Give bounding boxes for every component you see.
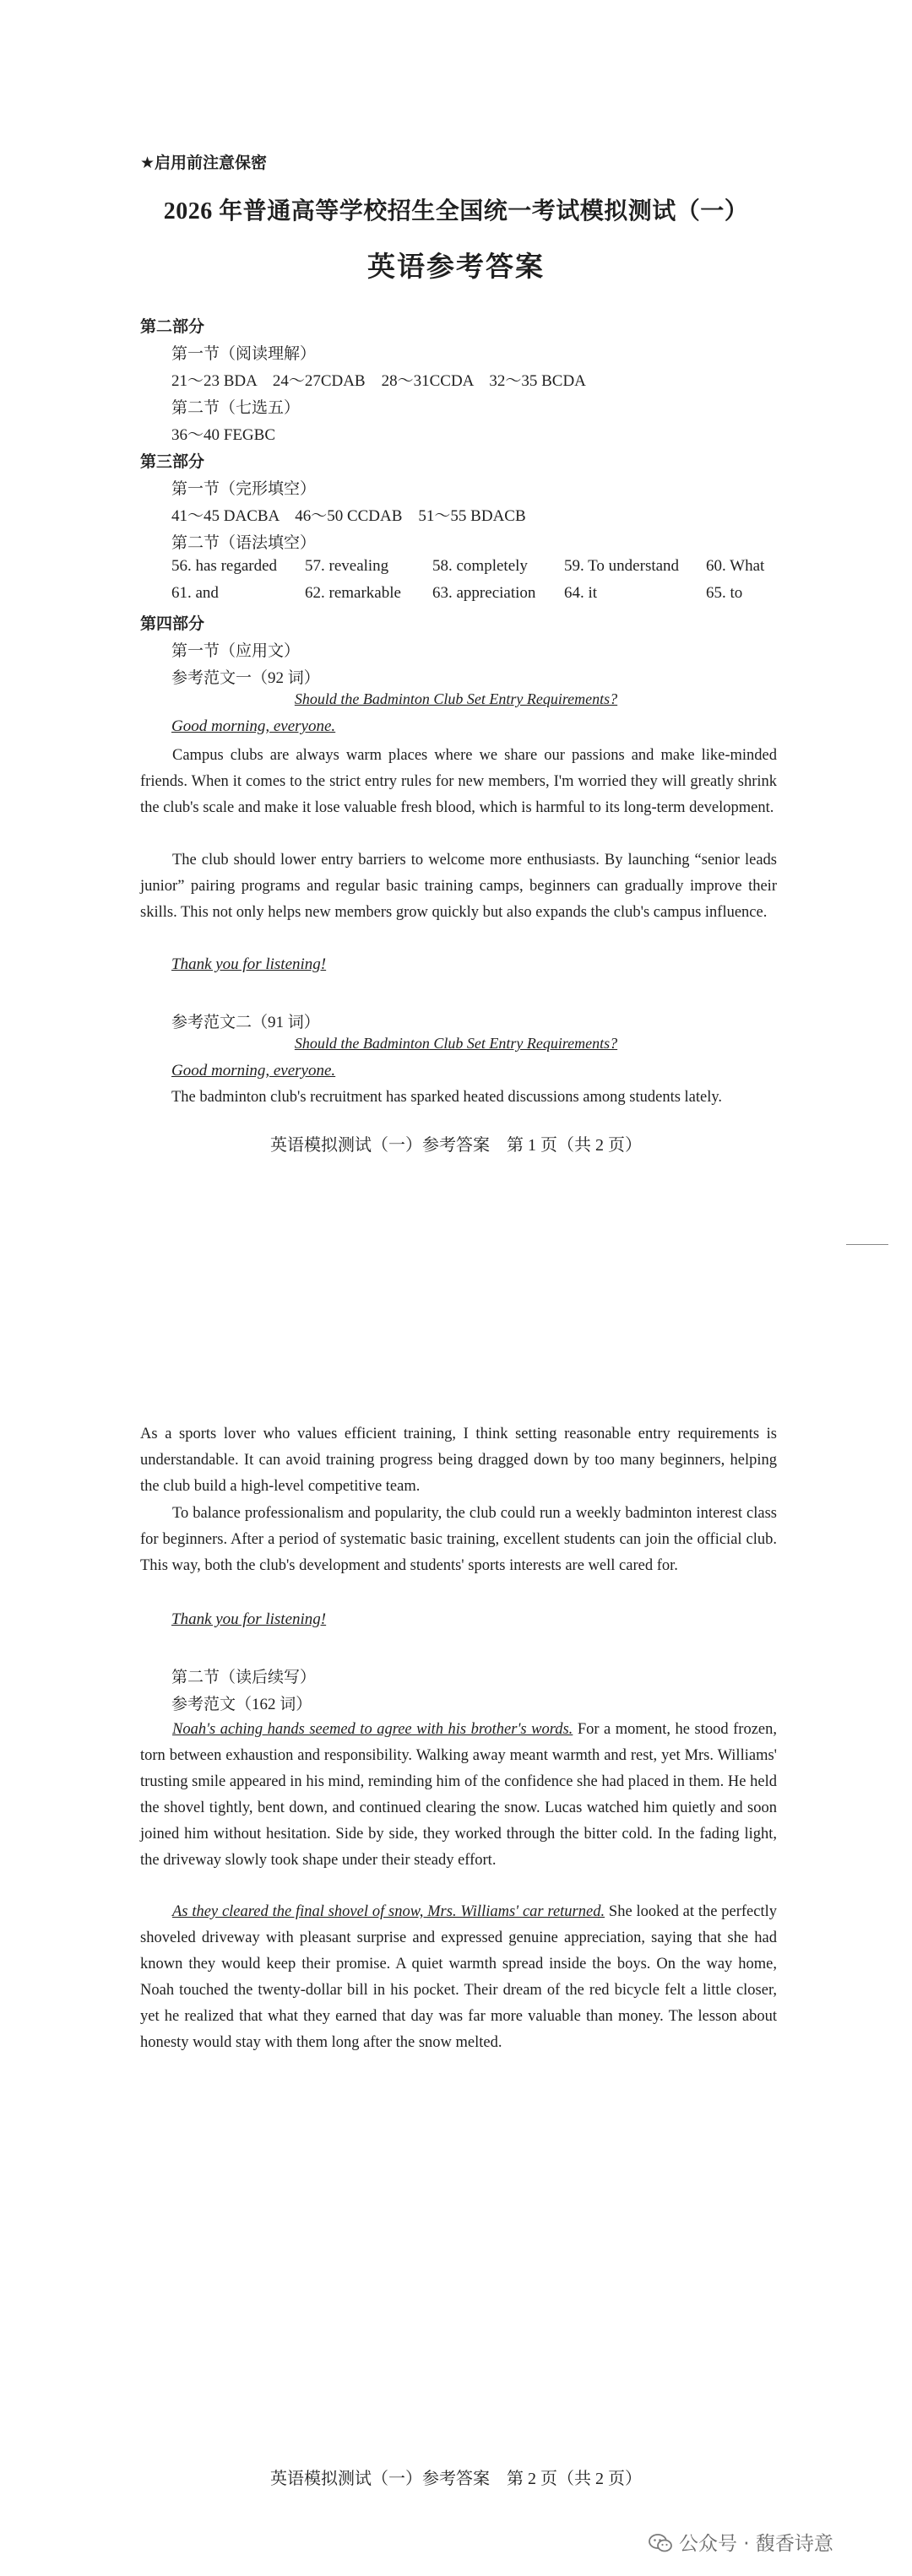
part3-heading: 第三部分 xyxy=(140,452,205,471)
wechat-icon xyxy=(649,2534,672,2552)
part2-section2-label: 第二节（七选五） xyxy=(171,399,301,417)
part4-section1-label: 第一节（应用文） xyxy=(171,642,301,660)
sample2-paragraph-1: The badminton club's recruitment has sparked heated discussions among students lately. xyxy=(171,1089,723,1106)
grammar-answer: 58. completely xyxy=(432,557,528,575)
sample1-closing: Thank you for listening! xyxy=(171,955,327,973)
sample3-paragraph-1-lead: Noah's aching hands seemed to agree with his brother's words. xyxy=(172,1721,573,1738)
sample1-greeting: Good morning, everyone. xyxy=(171,717,336,735)
grammar-answer: 57. revealing xyxy=(305,557,389,575)
sample3-label: 参考范文（162 词） xyxy=(171,1696,312,1713)
sample1-title: Should the Badminton Club Set Entry Requirements? xyxy=(294,690,618,707)
sample2-closing: Thank you for listening! xyxy=(171,1610,327,1628)
sample2-paragraph-2: To balance professionalism and popularity, the club could run a weekly badminton interest class for beginners. After a period of systematic basic training, excellent students can join the official club. This way, both the club's development and students' sports interests are well cared for. xyxy=(140,1505,777,1574)
sample3-paragraph-2: As they cleared the final shovel of snow, Mrs. Williams' car returned. She looked at the perfectly shoveled driveway with pleasant surprise and expressed genuine appreciation, saying that she had known they would keep their promise. A quiet warmth spread inside the boys. On the way home, Noah touched the twenty-dollar bill in his pocket. Their dream of the red bicycle felt a little closer, yet he realized that what they earned that day was far more valuable than money. The lesson about honesty would stay with them long after the snow melted. xyxy=(140,1903,777,2051)
grammar-answer: 65. to xyxy=(706,584,743,602)
grammar-answer: 62. remarkable xyxy=(305,584,401,602)
divider xyxy=(846,1244,888,1245)
grammar-answer: 61. and xyxy=(171,584,219,602)
answer-key-title: 英语参考答案 xyxy=(367,252,545,283)
sample1-paragraph-1: Campus clubs are always warm places where we share our passions and make like-minded friends. When it comes to the strict entry rules for new members, I'm worried they will greatly shrink the club's scale and make it lose valuable fresh blood, which is harmful to its long-term development. xyxy=(140,747,777,816)
part3-section2-label: 第二节（语法填空） xyxy=(171,534,317,552)
part3-section1-label: 第一节（完形填空） xyxy=(171,480,317,498)
page-1-footer: 英语模拟测试（一）参考答案 第 1 页（共 2 页） xyxy=(270,1136,642,1155)
part3-section1-answers: 41～45 DACBA 46～50 CCDAB 51～55 BDACB xyxy=(171,507,526,525)
part2-heading: 第二部分 xyxy=(140,317,205,336)
part4-section2-label: 第二节（读后续写） xyxy=(171,1669,317,1686)
sample2-label: 参考范文二（91 词） xyxy=(171,1014,320,1031)
part2-section2-answers: 36～40 FEGBC xyxy=(171,426,275,444)
grammar-answer: 60. What xyxy=(706,557,765,575)
sample3-paragraph-1: Noah's aching hands seemed to agree with his brother's words. For a moment, he stood frozen, torn between exhaustion and responsibility. Walking away meant warmth and rest, yet Mrs. Williams' trusting smile appeared in his mind, reminding him of the confidence she had placed in them. He held the shovel tightly, bent down, and continued clearing the snow. Lucas watched him quietly and soon joined him without hesitation. Side by side, they worked through the bitter cold. In the fading light, the driveway slowly took shape under their steady effort. xyxy=(140,1721,777,1869)
grammar-answer: 63. appreciation xyxy=(432,584,536,602)
grammar-answer: 59. To understand xyxy=(564,557,680,575)
sample3-paragraph-2-lead: As they cleared the final shovel of snow, Mrs. Williams' car returned. xyxy=(172,1903,605,1920)
sample1-label: 参考范文一（92 词） xyxy=(171,669,320,687)
exam-title: 2026 年普通高等学校招生全国统一考试模拟测试（一） xyxy=(163,198,749,225)
grammar-answer: 56. has regarded xyxy=(171,557,278,575)
confidential-notice: ★启用前注意保密 xyxy=(140,154,268,172)
part2-section1-answers: 21～23 BDA 24～27CDAB 28～31CCDA 32～35 BCDA xyxy=(171,372,586,390)
page-2-footer: 英语模拟测试（一）参考答案 第 2 页（共 2 页） xyxy=(270,2470,642,2488)
sample1-paragraph-2: The club should lower entry barriers to welcome more enthusiasts. By launching “senior leads junior” pairing programs and regular basic training camps, beginners can gradually improve their skills. This not only helps new members grow quickly but also expands the club's campus influence. xyxy=(140,852,777,921)
part4-heading: 第四部分 xyxy=(140,614,205,633)
sample2-paragraph-1-continued: As a sports lover who values efficient training, I think setting reasonable entry requirements is understandable. It can avoid training progress being dragged down by too many beginners, helping the club build a high-level competitive team. xyxy=(140,1426,777,1495)
sample2-title: Should the Badminton Club Set Entry Requirements? xyxy=(294,1035,618,1052)
grammar-answer: 64. it xyxy=(564,584,598,602)
watermark: 公众号 · 馥香诗意 xyxy=(649,2528,833,2556)
part2-section1-label: 第一节（阅读理解） xyxy=(171,345,317,363)
sample2-greeting: Good morning, everyone. xyxy=(171,1062,336,1080)
